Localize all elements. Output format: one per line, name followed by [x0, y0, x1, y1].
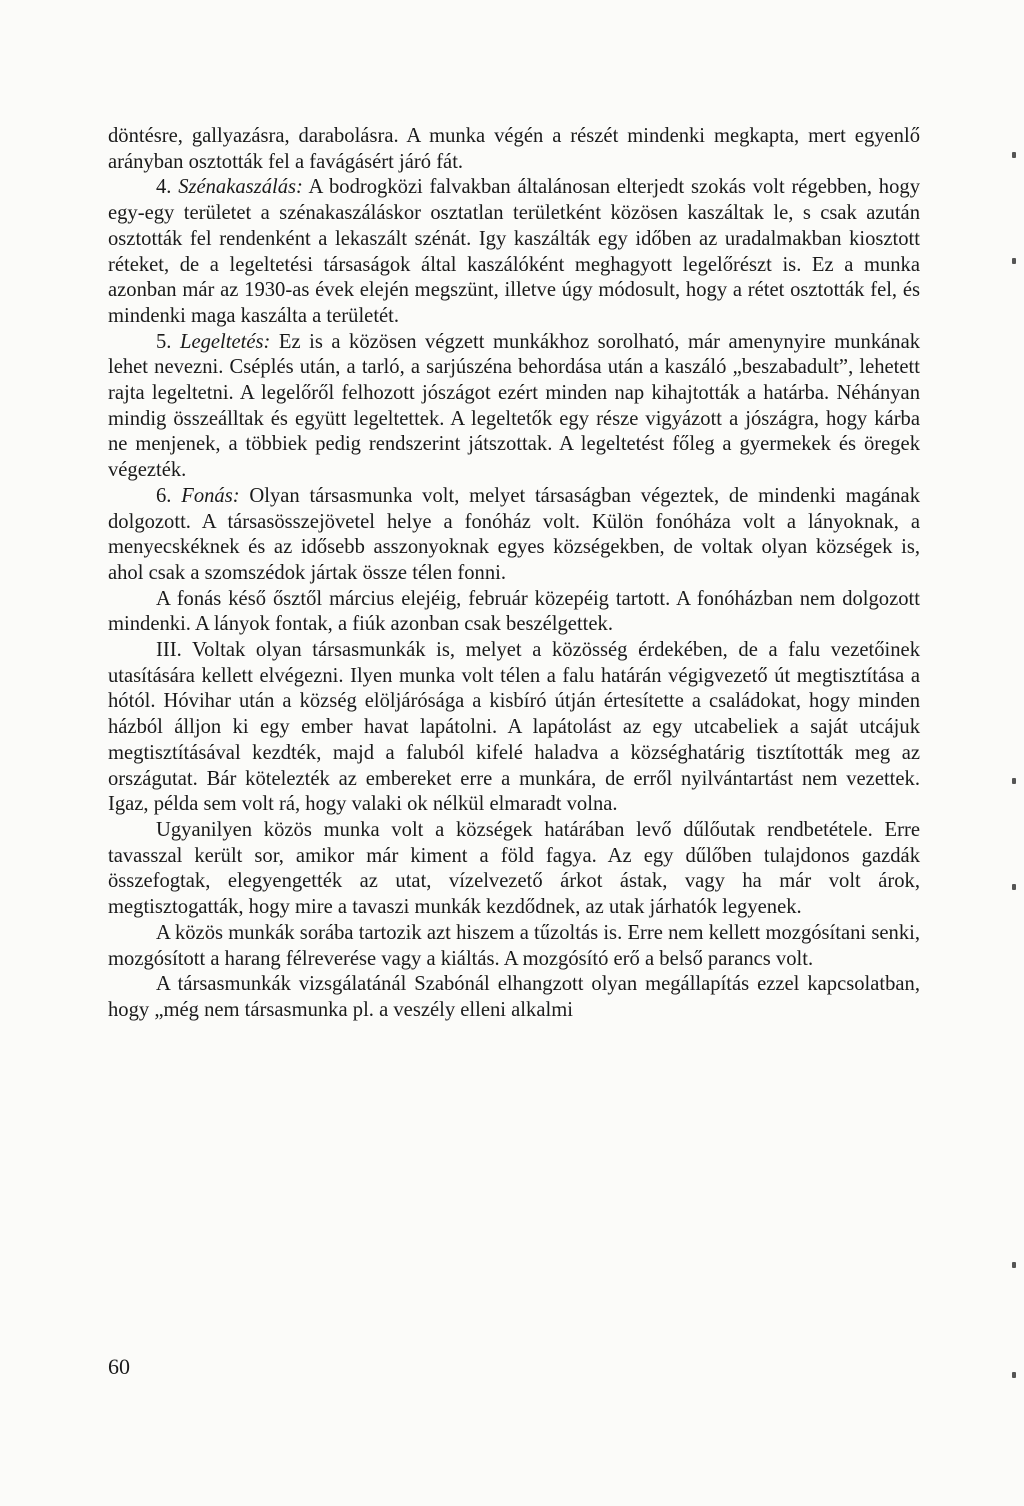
- paragraph-text: III. Voltak olyan társasmunkák is, melyet a közösség érdekében, de a falu vezetőinek utasítására kellett elvégezni. Ilyen munka volt télen a falu határán végigvezető út megtisztítása a hótól. Hóvihar után a község elöljárósága a kisbíró útján értesítette a családokat, hogy minden házból álljon ki egy ember havat lapátolni. A lapátolást az egy utcabeliek a saját utcájuk megtisztításával kezdték, majd a faluból kifelé haladva a községhatárig tisztították meg az országutat. Bár kötelezték az embereket erre a munkára, de erről nyilvántartást nem vezettek. Igaz, példa sem volt rá, hogy valaki ok nélkül elmaradt volna.: [108, 639, 920, 816]
- paragraph-number: 5.: [156, 330, 180, 353]
- paragraph-continued: [108, 124, 920, 175]
- paragraph-dulout: [108, 818, 920, 921]
- paragraph-fonas: [108, 484, 920, 587]
- paragraph-szenakaszalas: [108, 175, 920, 329]
- paragraph-heading: Legeltetés:: [179, 330, 271, 353]
- body-text: [108, 124, 920, 1024]
- paragraph-text: Olyan társasmunka volt, melyet társaságban végeztek, de mindenki magának dolgozott. A társasösszejövetel helye a fonóház volt. Külön fonóháza volt a lányoknak, a menyecskéknek és az idősebb asszonyoknak egyes községekben, de voltak olyan községek is, ahol csak a szomszédok jártak össze télen fonni.: [108, 484, 920, 584]
- paragraph-text: Ez is a közösen végzett munkákhoz sorolható, már amenynyire munkának lehet nevezni. Cséplés után, a tarló, a sarjúszéna behordása után a kaszáló „beszabadult”, lehetett rajta legeltetni. A legelőről felhozott jószágot ezért minden nap kihajtották a határba. Néhányan mindig összeálltak és együtt legeltettek. A legeltetők egy része vigyázott a jószágra, hogy kárba ne menjenek, a többiek pedig rendszerint játszottak. A legeltetést főleg a gyermekek és öregek végezték.: [108, 330, 921, 482]
- page-number: 60: [108, 1354, 130, 1379]
- scan-speck-mark: [1012, 778, 1016, 784]
- paragraph-number: 6.: [156, 484, 182, 507]
- paragraph-text: A bodrogközi falvakban általánosan elterjedt szokás volt régebben, hogy egy-egy területet a szénakaszáláskor osztatlan területként közösen kaszáltak le, s csak azután osztották fel rendenként a lekaszált szénát. Igy kaszálták egy időben az uradalmakban kiosztott réteket, de a legeltetési társaságok által kaszálóként meghagyott legelőrészt is. Ez a munka azonban már az 1930-as évek elején megszünt, illetve úgy módosult, hogy a rétet osztották fel, és mindenki maga kaszálta a területét.: [108, 176, 920, 327]
- paragraph-heading: Szénakaszálás:: [178, 176, 303, 199]
- paragraph-text: A közös munkák sorába tartozik azt hiszem a tűzoltás is. Erre nem kellett mozgósítani senki, mozgósított a harang félreverése vagy a kiáltás. A mozgósító erő a belső parancs volt.: [108, 921, 920, 970]
- scan-speck-mark: [1012, 884, 1016, 890]
- paragraph-section-iii: [108, 638, 920, 818]
- paragraph-text: döntésre, gallyazásra, darabolásra. A munka végén a részét mindenki megkapta, mert egyenlő arányban osztották fel a favágásért járó fát.: [108, 125, 920, 173]
- scan-speck-mark: [1012, 258, 1016, 264]
- paragraph-number: 4.: [156, 176, 179, 199]
- paragraph-heading: Fonás:: [181, 484, 240, 507]
- scan-speck-mark: [1012, 1372, 1016, 1378]
- paragraph-szabo: [108, 972, 920, 1023]
- scan-speck-mark: [1012, 152, 1016, 158]
- paragraph-legeltetes: [108, 330, 920, 484]
- paragraph-tuzoltas: [108, 921, 920, 972]
- paragraph-fonas-time: [108, 587, 920, 638]
- scan-speck-mark: [1012, 1262, 1016, 1268]
- paragraph-text: A fonás késő ősztől március elejéig, február közepéig tartott. A fonóházban nem dolgozott mindenki. A lányok fontak, a fiúk azonban csak beszélgettek.: [108, 587, 920, 636]
- paragraph-text: A társasmunkák vizsgálatánál Szabónál elhangzott olyan megállapítás ezzel kapcsolatban, hogy „még nem társasmunka pl. a veszély elleni alkalmi: [108, 973, 920, 1021]
- paragraph-text: Ugyanilyen közös munka volt a községek határában levő dűlőutak rendbetétele. Erre tavasszal került sor, amikor már kiment a föld fagya. Az egy dűlőben tulajdonos gazdák összefogtak, elegyengették az utat, vízelvezető árkot ástak, vagy ha már volt árok, megtisztogatták, hogy mire a tavaszi munkák kezdődnek, az utak járhatók legyenek.: [108, 818, 920, 919]
